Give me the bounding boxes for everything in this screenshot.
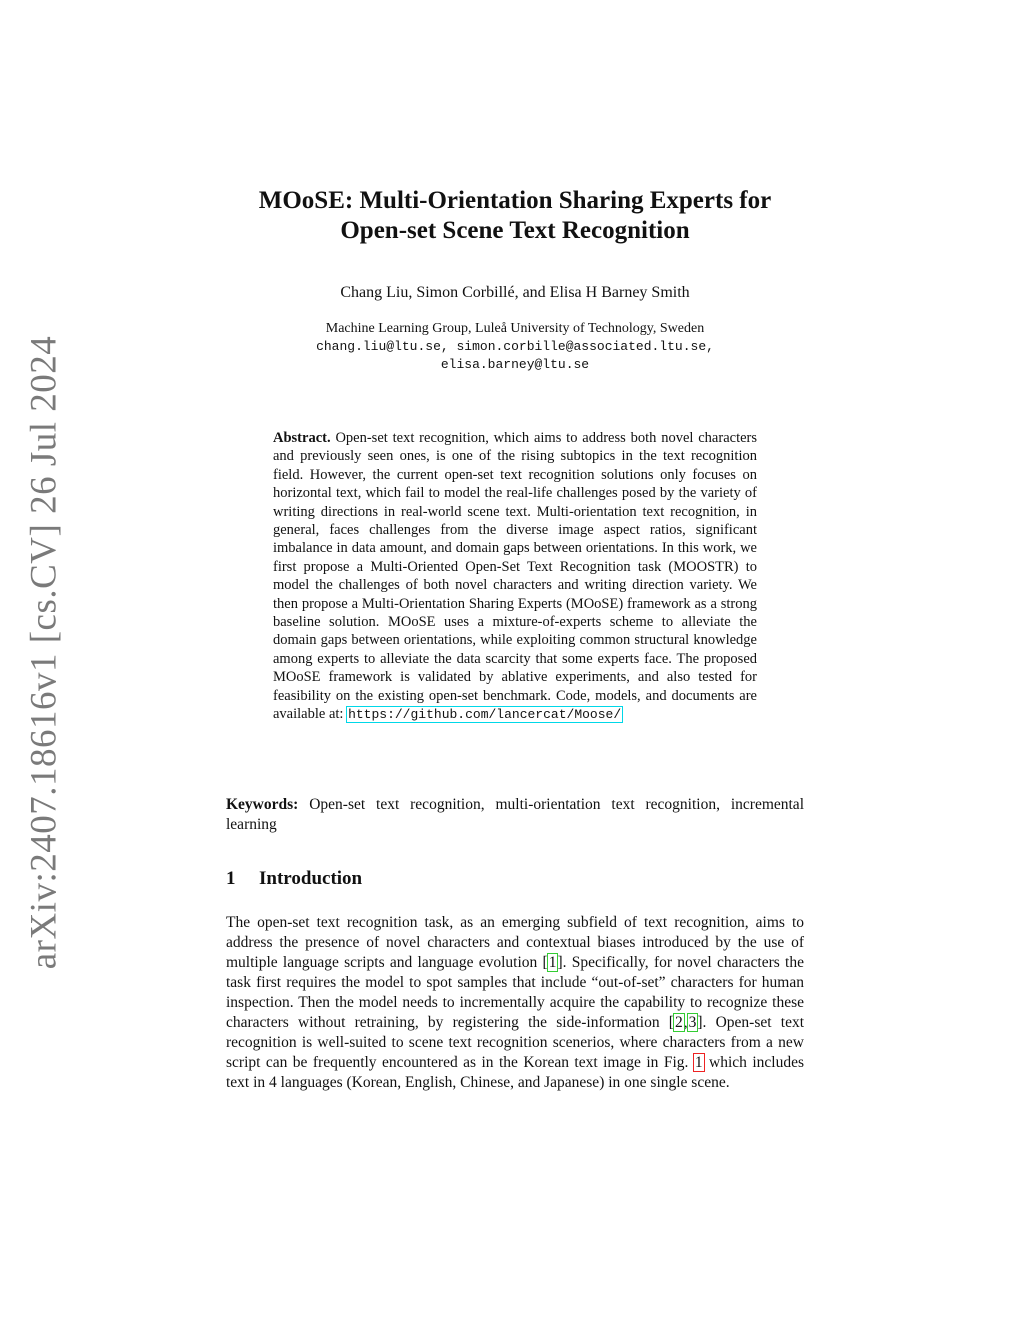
section-number: 1 (226, 868, 236, 889)
paper-title (200, 186, 830, 246)
institution: Machine Learning Group, Luleå University of Technology, Sweden (325, 321, 705, 336)
citation-link-3[interactable]: 3 (688, 1014, 697, 1031)
intro-text-3: . Open-set text recognition is well-suited to scene text recognition scenerios, where characters from a new script can be frequently encountered as in the Korean text image in Fig. (226, 1014, 805, 1071)
citation-link-2[interactable]: 2 (674, 1014, 683, 1031)
author-list: Chang Liu, Simon Corbillé, and Elisa H Barney Smith (340, 284, 690, 301)
affiliation-block (200, 320, 830, 374)
intro-text-4: which includes text in 4 languages (Korean, English, Chinese, and Japanese) in one single scene. (226, 1054, 804, 1091)
intro-text-1: The open-set text recognition task, as an emerging subfield of text recognition, aims to address the presence of novel characters and contextual biases introduced by the use of multiple language scripts and language evolution (226, 914, 804, 971)
arxiv-stamp (14, 335, 74, 970)
abstract (273, 429, 757, 725)
code-repository-link[interactable]: https://github.com/lancercat/Moose/ (348, 707, 622, 723)
keywords (226, 795, 804, 835)
arxiv-stamp-text: arXiv:2407.18616v1 [cs.CV] 26 Jul 2024 (23, 335, 65, 970)
citation-link-1[interactable]: 1 (548, 954, 557, 971)
section-heading (226, 868, 804, 890)
keywords-body: Open-set text recognition, multi-orientation text recognition, incremental learning (226, 796, 804, 833)
emails-line-1: chang.liu@ltu.se, simon.corbille@associated.ltu.se, (316, 339, 714, 354)
abstract-body: Open-set text recognition, which aims to address both novel characters and previously seen ones, is one of the rising subtopics in the text recognition field. However, the current open-set text recognition solutions only focuses on horizontal text, which fail to model the real-life challenges posed by the variety of writing directions in real-world scene text. Multi-orientation text recognition, in general, faces challenges from the diverse image aspect ratios, significant imbalance in data amount, and domain gaps between orientations. In this work, we first propose a Multi-Oriented Open-Set Text Recognition task (MOOSTR) to model the challenges of both novel characters and writing direction variety. We then propose a Multi-Orientation Sharing Experts (MOoSE) framework as a strong baseline solution. MOoSE uses a mixture-of-experts scheme to alleviate the domain gaps between orientations, while exploiting common structural knowledge among experts to alleviate the data scarcity that some experts face. The proposed MOoSE framework is validated by ablative experiments, and also tested for feasibility on the existing open-set benchmark. Code, models, and documents are available at: (273, 430, 758, 723)
intro-paragraph: The open-set text recognition task, as an emerging subfield of text recognition, aims to address the presence of novel characters and contextual biases introduced by the use of multiple language scripts and language evolution [1]. Specifically, for novel characters the task first requires the model to spot samples that include “out-of-set” characters for human inspection. Then the model needs to incrementally acquire the capability to recognize these characters without retraining, by registering the side-information [2,3]. Open-set text recognition is well-suited to scene text recognition scenerios, where characters from a new script can be frequently encountered as in the Korean text image in Fig. 1 which includes text in 4 languages (Korean, English, Chinese, and Japanese) in one single scene. (226, 914, 805, 1091)
emails-line-2: elisa.barney@ltu.se (440, 357, 590, 372)
title-line-2: Open-set Scene Text Recognition (340, 217, 690, 244)
intro-text-2: . Specifically, for novel characters the task first requires the model to spot samples that include “out-of-set” characters for human inspection. Then the model needs to incrementally acquire the capability to recognize these characters without retraining, by registering the side-information (226, 954, 804, 1031)
section-title: Introduction (259, 868, 363, 889)
title-line-1: MOoSE: Multi-Orientation Sharing Experts for (258, 187, 772, 214)
abstract-label: Abstract. (273, 430, 331, 446)
keywords-label: Keywords: (226, 796, 299, 813)
figure-ref-link[interactable]: 1 (694, 1054, 703, 1071)
